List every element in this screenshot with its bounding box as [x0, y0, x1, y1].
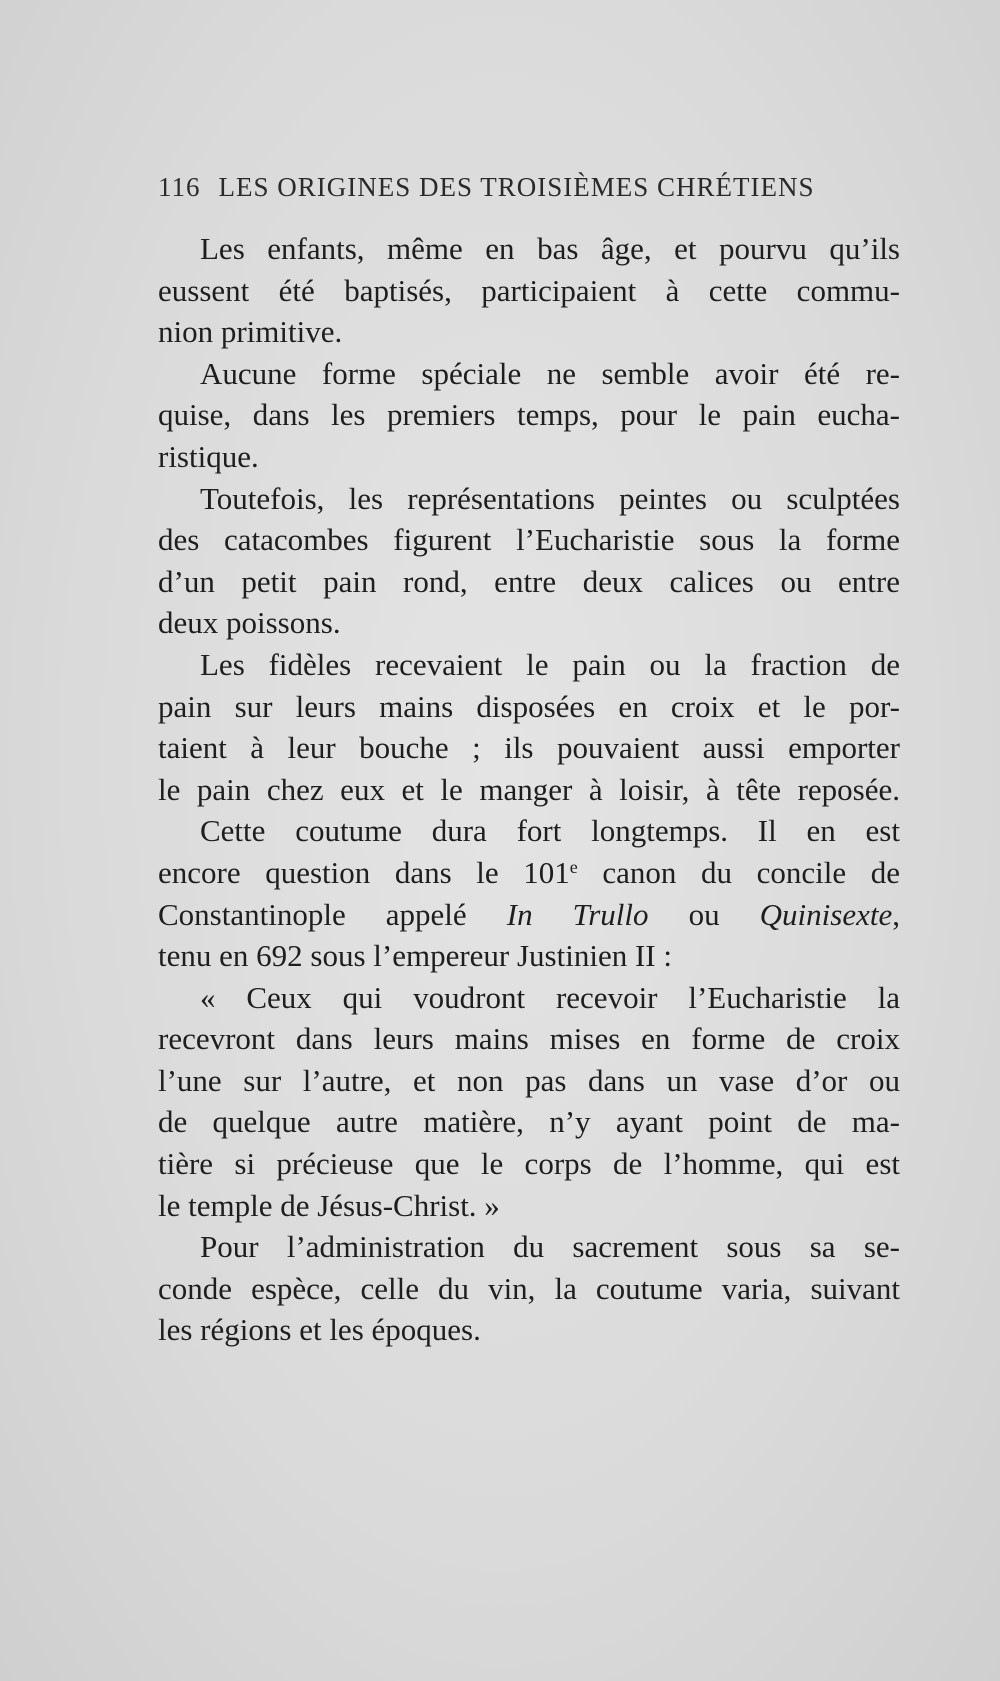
superscript: e	[569, 856, 578, 877]
text-line: l’une sur l’autre, et non pas dans un vase d’or ou	[158, 1062, 900, 1098]
text-line: Les enfants, même en bas âge, et pourvu qu’ils	[200, 231, 900, 266]
text-line: tenu en 692 sous l’empereur Justinien II :	[158, 938, 672, 974]
paragraph	[158, 353, 900, 478]
page-number: 116	[158, 172, 201, 202]
text-line: Pour l’administration du sacrement sous sa se-	[200, 1229, 900, 1265]
text-line: des catacombes figurent l’Eucharistie sous la forme	[158, 522, 900, 558]
text-line: le temple de Jésus-Christ. »	[158, 1187, 500, 1223]
text-line: « Ceux qui voudront recevoir l’Eucharistie la	[200, 979, 900, 1015]
text-line: d’un petit pain rond, entre deux calices ou entre	[158, 563, 900, 599]
text-line: Cette coutume dura fort longtemps. Il en est	[200, 813, 900, 849]
body-text	[158, 228, 900, 1351]
paragraph	[158, 977, 900, 1227]
text-line: pain sur leurs mains disposées en croix et le por-	[158, 688, 900, 724]
text-line: recevront dans leurs mains mises en forme de croix	[158, 1021, 900, 1057]
text-fragment: canon du concile de	[577, 854, 900, 890]
text-line: Toutefois, les représentations peintes ou sculptées	[200, 480, 900, 516]
text-line	[158, 894, 900, 936]
italic-title: In Trullo	[506, 896, 649, 932]
text-line: deux poissons.	[158, 605, 341, 641]
text-line: quise, dans les premiers temps, pour le pain eucha-	[158, 397, 900, 433]
text-line: de quelque autre matière, n’y ayant point de ma-	[158, 1104, 900, 1140]
text-line: Aucune forme spéciale ne semble avoir été re-	[200, 355, 900, 391]
text-line: nion primitive.	[158, 314, 343, 350]
paragraph	[158, 644, 900, 810]
text-line: ristique.	[158, 438, 259, 474]
text-line: conde espèce, celle du vin, la coutume varia, suivant	[158, 1270, 900, 1306]
text-fragment: encore question dans le 101	[158, 854, 570, 890]
text-line: le pain chez eux et le manger à loisir, à tête reposée.	[158, 771, 900, 807]
running-title: LES ORIGINES DES TROISIÈMES CHRÉTIENS	[218, 172, 815, 202]
text-line: Les fidèles recevaient le pain ou la fraction de	[200, 646, 900, 682]
paragraph	[158, 810, 900, 976]
running-header	[158, 172, 878, 203]
text-fragment: ,	[892, 896, 900, 932]
text-fragment: ou	[648, 896, 760, 932]
italic-title: Quinisexte	[759, 896, 893, 932]
paragraph	[158, 1226, 900, 1351]
text-line: taient à leur bouche ; ils pouvaient aussi emporter	[158, 730, 900, 766]
text-fragment: Constantinople appelé	[158, 896, 507, 932]
text-line: les régions et les époques.	[158, 1312, 481, 1348]
paragraph	[158, 478, 900, 644]
text-line: tière si précieuse que le corps de l’homme, qui est	[158, 1146, 900, 1182]
text-line: eussent été baptisés, participaient à cette commu-	[158, 272, 900, 308]
text-line	[158, 852, 900, 894]
paragraph	[158, 228, 900, 353]
